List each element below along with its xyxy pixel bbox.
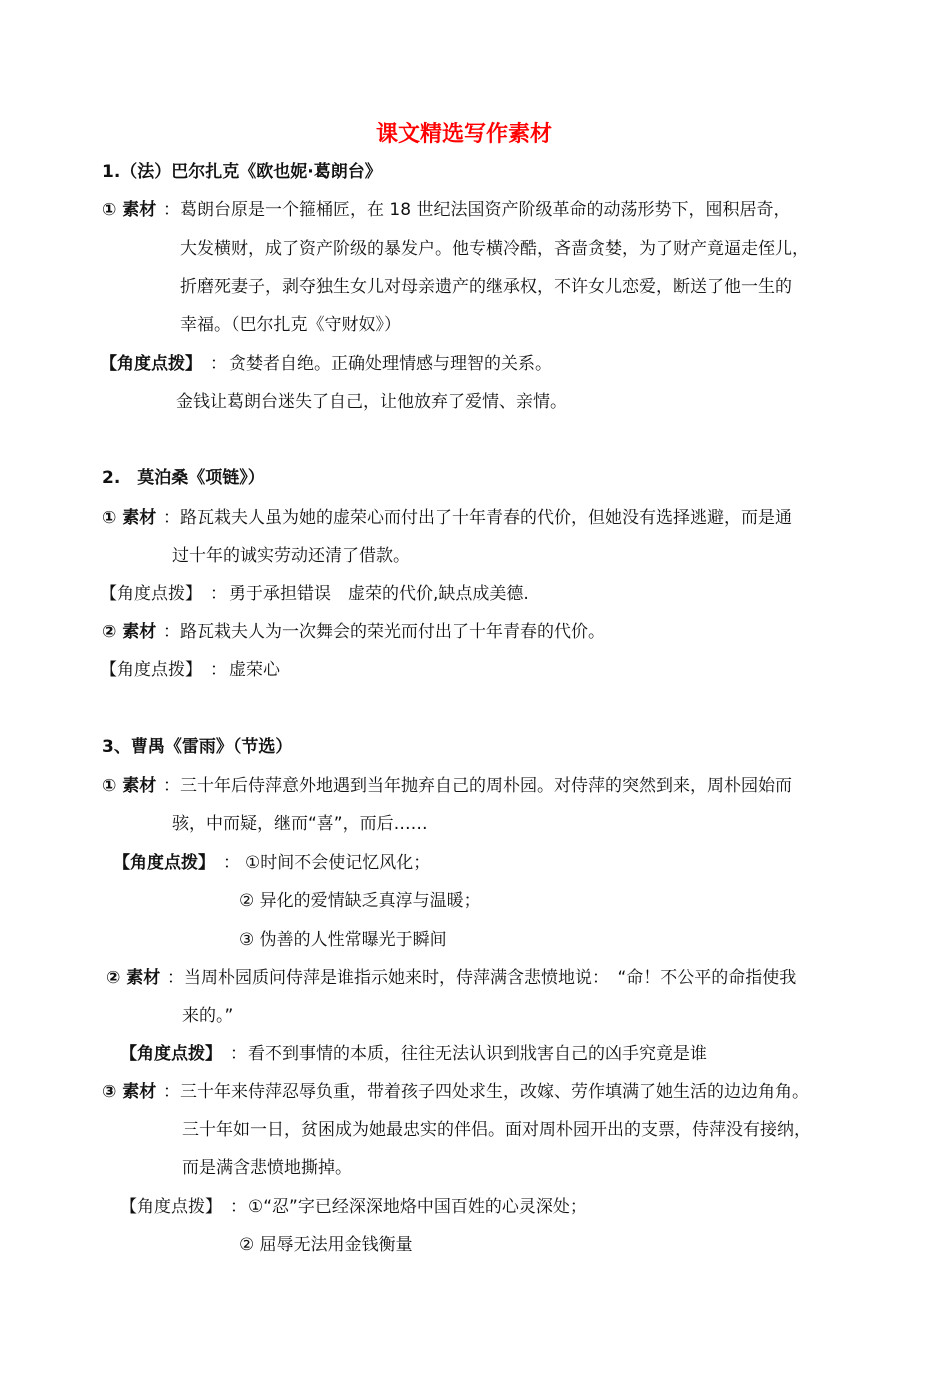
label-colon: ：	[167, 968, 184, 988]
angle-label: 【角度点拨】	[100, 354, 202, 374]
angle-label: 【角度点拨】	[113, 853, 215, 873]
material-text: 大发横财，成了资产阶级的暴发户。他专横冷酷，吝啬贪婪，为了财产竟逼走侄儿，	[180, 239, 809, 259]
label-colon: ：	[163, 1082, 180, 1102]
angle-label: 【角度点拨】	[100, 660, 202, 680]
label-colon: ：	[230, 1044, 247, 1064]
label-colon: ：	[163, 776, 180, 796]
angle-label: 【角度点拨】	[100, 584, 202, 604]
label-colon: ：	[230, 1197, 247, 1217]
angle-text: ② 屈辱无法用金钱衡量	[239, 1235, 413, 1255]
material-text: 而是满含悲愤地撕掉。	[182, 1158, 352, 1178]
angle-text: 金钱让葛朗台迷失了自己，让他放弃了爱情、亲情。	[176, 392, 567, 412]
material-text: 路瓦栽夫人为一次舞会的荣光而付出了十年青春的代价。	[180, 622, 605, 642]
material-text: 来的。”	[182, 1006, 234, 1026]
angle-label: 【角度点拨】	[120, 1044, 222, 1064]
angle-text: ①时间不会使记忆风化；	[245, 853, 431, 873]
material-label: ① 素材	[102, 776, 157, 796]
label-colon: ：	[210, 660, 227, 680]
material-label: ① 素材	[102, 200, 157, 220]
material-text: 幸福。（巴尔扎克《守财奴》）	[180, 315, 401, 335]
material-text: 三十年后侍萍意外地遇到当年抛弃自己的周朴园。对侍萍的突然到来，周朴园始而	[180, 776, 792, 796]
material-label: ② 素材	[106, 968, 161, 988]
label-colon: ：	[163, 622, 180, 642]
angle-label: 【角度点拨】	[120, 1197, 222, 1217]
label-colon: ：	[210, 354, 227, 374]
section-heading: 2. 莫泊桑《项链》）	[102, 468, 265, 488]
material-text: 折磨死妻子，剥夺独生女儿对母亲遗产的继承权，不许女儿恋爱，断送了他一生的	[180, 277, 792, 297]
angle-text: ② 异化的爱情缺乏真淳与温暖；	[239, 891, 481, 911]
angle-text: 看不到事情的本质，往往无法认识到戕害自己的凶手究竟是谁	[248, 1044, 707, 1064]
material-label: ② 素材	[102, 622, 157, 642]
material-text: 当周朴园质问侍萍是谁指示她来时，侍萍满含悲愤地说： “命！不公平的命指使我	[184, 968, 797, 988]
angle-text: 贪婪者自绝。正确处理情感与理智的关系。	[229, 354, 552, 374]
label-colon: ：	[163, 200, 180, 220]
angle-text: 虚荣心	[229, 660, 280, 680]
angle-text: ①“忍”字已经深深地烙中国百姓的心灵深处；	[248, 1197, 587, 1217]
page-title: 课文精选写作素材	[376, 122, 553, 147]
material-text: 三十年如一日，贫困成为她最忠实的伴侣。面对周朴园开出的支票，侍萍没有接纳，	[182, 1120, 811, 1140]
material-text: 葛朗台原是一个箍桶匠，在 18 世纪法国资产阶级革命的动荡形势下，囤积居奇，	[180, 200, 791, 220]
material-label: ① 素材	[102, 508, 157, 528]
label-colon: ：	[210, 584, 227, 604]
section-heading: 3、曹禺《雷雨》（节选）	[102, 737, 293, 757]
material-text: 骇，中而疑，继而“喜”，而后……	[172, 814, 428, 834]
section-heading: 1.（法）巴尔扎克《欧也妮·葛朗台》	[102, 162, 382, 182]
label-colon: ：	[223, 853, 240, 873]
material-text: 路瓦栽夫人虽为她的虚荣心而付出了十年青春的代价，但她没有选择逃避，而是通	[180, 508, 792, 528]
material-text: 三十年来侍萍忍辱负重，带着孩子四处求生，改嫁、劳作填满了她生活的边边角角。	[180, 1082, 809, 1102]
angle-text: ③ 伪善的人性常曝光于瞬间	[239, 930, 447, 950]
material-label: ③ 素材	[102, 1082, 157, 1102]
material-text: 过十年的诚实劳动还清了借款。	[172, 546, 410, 566]
label-colon: ：	[163, 508, 180, 528]
angle-text: 勇于承担错误 虚荣的代价,缺点成美德.	[229, 584, 529, 604]
